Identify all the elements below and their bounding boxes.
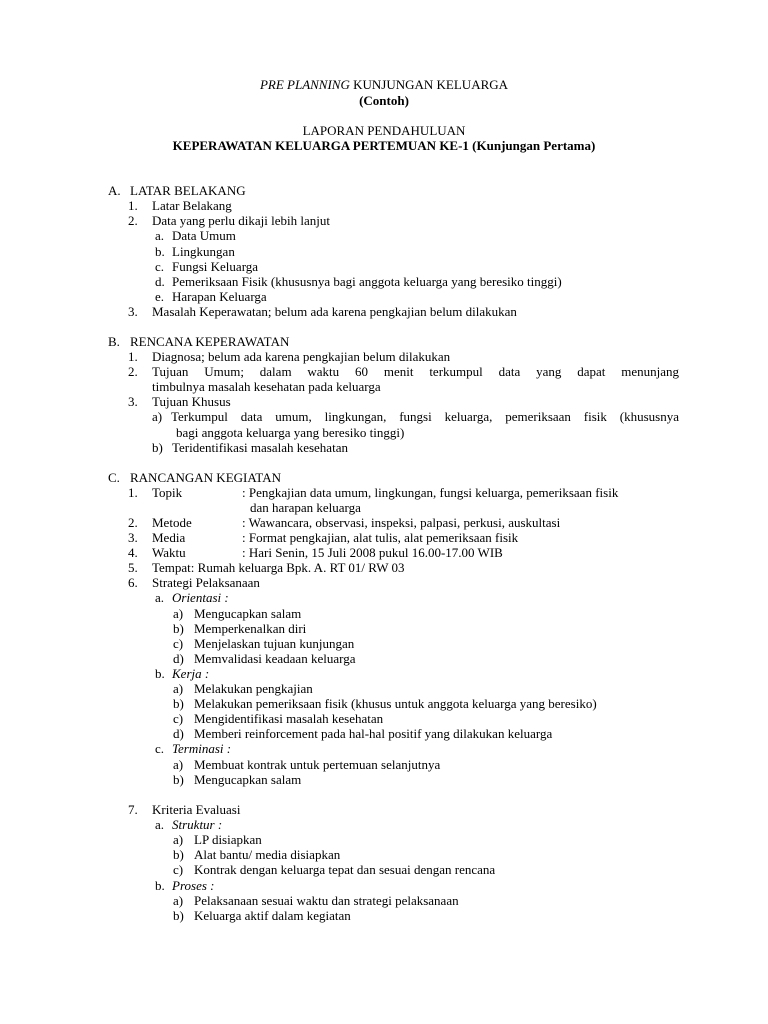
item-number: 1.	[128, 349, 138, 364]
sub-item-text: Lingkungan	[172, 244, 235, 259]
document-subtitle: (Contoh)	[359, 93, 409, 108]
item-number: 7.	[128, 802, 138, 817]
item-number: 6.	[128, 575, 138, 590]
sub-sub-label: b)	[173, 696, 184, 711]
sub-item-text: Teridentifikasi masalah kesehatan	[172, 440, 348, 455]
section-title: LATAR BELAKANG	[130, 183, 246, 198]
kv-key: Media	[152, 530, 186, 545]
item-number: 1.	[128, 485, 138, 500]
item-number: 3.	[128, 530, 138, 545]
sub-item-label: b.	[155, 878, 165, 893]
sub-sub-text: Pelaksanaan sesuai waktu dan strategi pelaksanaan	[194, 893, 459, 908]
sub-sub-label: d)	[173, 651, 184, 666]
sub-sub-text: Melakukan pemeriksaan fisik (khusus untuk anggota keluarga yang beresiko)	[194, 696, 597, 711]
sub-item-text: Fungsi Keluarga	[172, 259, 259, 274]
sub-item-label: c.	[155, 741, 165, 756]
sub-sub-label: b)	[173, 847, 184, 862]
item-number: 2.	[128, 364, 138, 379]
sub-sub-label: a)	[173, 893, 184, 908]
item-text: Latar Belakang	[152, 198, 232, 213]
sub-item-label: b)	[152, 440, 163, 455]
item-text: Data yang perlu dikaji lebih lanjut	[152, 213, 330, 228]
item-number: 5.	[128, 560, 138, 575]
sub-heading-text: Orientasi :	[172, 590, 229, 605]
sub-sub-label: c)	[173, 636, 184, 651]
sub-sub-text: Keluarga aktif dalam kegiatan	[194, 908, 351, 923]
sub-sub-label: a)	[173, 757, 184, 772]
sub-sub-label: b)	[173, 621, 184, 636]
kv-value: : Hari Senin, 15 Juli 2008 pukul 16.00-17.00 WIB	[242, 545, 503, 560]
sub-sub-text: Memberi reinforcement pada hal-hal positif yang dilakukan keluarga	[194, 726, 553, 741]
sub-sub-text: Alat bantu/ media disiapkan	[194, 847, 341, 862]
sub-sub-label: c)	[173, 711, 184, 726]
kv-value: : Pengkajian data umum, lingkungan, fungsi keluarga, pemeriksaan fisik	[242, 485, 619, 500]
sub-sub-text: Melakukan pengkajian	[194, 681, 313, 696]
item-text: Tujuan Khusus	[152, 394, 231, 409]
sub-item-label: e.	[155, 289, 165, 304]
sub-sub-text: Memperkenalkan diri	[194, 621, 307, 636]
kv-key: Metode	[152, 515, 192, 530]
sub-item-label: a.	[155, 590, 165, 605]
title-rest: KUNJUNGAN KELUARGA	[349, 77, 509, 92]
kv-value: : Wawancara, observasi, inspeksi, palpasi, perkusi, auskultasi	[242, 515, 561, 530]
sub-item-text: bagi anggota keluarga yang beresiko tinggi)	[176, 425, 405, 440]
sub-sub-label: a)	[173, 681, 184, 696]
sub-sub-text: Mengucapkan salam	[194, 772, 302, 787]
sub-item-label: c.	[155, 259, 165, 274]
sub-sub-text: LP disiapkan	[194, 832, 262, 847]
item-text: Tujuan Umum; dalam waktu 60 menit terkumpul data yang dapat menunjang	[152, 364, 679, 379]
report-heading-line2: KEPERAWATAN KELUARGA PERTEMUAN KE-1 (Kunjungan Pertama)	[172, 138, 596, 153]
item-text: Kriteria Evaluasi	[152, 802, 241, 817]
sub-sub-text: Menjelaskan tujuan kunjungan	[194, 636, 355, 651]
sub-item-text: Pemeriksaan Fisik (khususnya bagi anggota keluarga yang beresiko tinggi)	[172, 274, 562, 289]
sub-sub-text: Mengucapkan salam	[194, 606, 302, 621]
sub-heading-text: Struktur :	[172, 817, 223, 832]
item-text: Tempat: Rumah keluarga Bpk. A. RT 01/ RW 03	[152, 560, 405, 575]
sub-item-label: b.	[155, 666, 165, 681]
sub-sub-text: Mengidentifikasi masalah kesehatan	[194, 711, 384, 726]
item-number: 3.	[128, 304, 138, 319]
document-title	[0, 77, 768, 92]
report-heading-line1: LAPORAN PENDAHULUAN	[302, 123, 466, 138]
kv-key: Topik	[152, 485, 183, 500]
sub-item-label: a)	[152, 409, 163, 424]
item-number: 4.	[128, 545, 138, 560]
section-title: RENCANA KEPERAWATAN	[130, 334, 290, 349]
section-letter: C.	[108, 470, 120, 485]
sub-item-label: a.	[155, 228, 165, 243]
item-number: 3.	[128, 394, 138, 409]
item-text: Diagnosa; belum ada karena pengkajian belum dilakukan	[152, 349, 451, 364]
item-number: 1.	[128, 198, 138, 213]
sub-sub-label: b)	[173, 908, 184, 923]
sub-heading-text: Terminasi :	[172, 741, 232, 756]
sub-sub-label: c)	[173, 862, 184, 877]
kv-value: dan harapan keluarga	[250, 500, 361, 515]
sub-item-label: a.	[155, 817, 165, 832]
sub-sub-label: b)	[173, 772, 184, 787]
sub-sub-label: d)	[173, 726, 184, 741]
sub-item-text: Data Umum	[172, 228, 236, 243]
sub-heading-text: Kerja :	[172, 666, 210, 681]
kv-key: Waktu	[152, 545, 186, 560]
sub-item-label: d.	[155, 274, 165, 289]
sub-sub-text: Membuat kontrak untuk pertemuan selanjutnya	[194, 757, 441, 772]
sub-item-text: Harapan Keluarga	[172, 289, 267, 304]
section-letter: A.	[108, 183, 121, 198]
section-letter: B.	[108, 334, 120, 349]
item-number: 2.	[128, 213, 138, 228]
sub-heading-text: Proses :	[172, 878, 215, 893]
sub-sub-label: a)	[173, 606, 184, 621]
item-text: Masalah Keperawatan; belum ada karena pengkajian belum dilakukan	[152, 304, 517, 319]
sub-sub-label: a)	[173, 832, 184, 847]
sub-item-label: b.	[155, 244, 165, 259]
sub-sub-text: Memvalidasi keadaan keluarga	[194, 651, 356, 666]
sub-item-text: Terkumpul data umum, lingkungan, fungsi keluarga, pemeriksaan fisik (khususnya	[171, 409, 679, 424]
kv-value: : Format pengkajian, alat tulis, alat pemeriksaan fisik	[242, 530, 519, 545]
item-text: timbulnya masalah kesehatan pada keluarga	[152, 379, 381, 394]
item-number: 2.	[128, 515, 138, 530]
item-text: Strategi Pelaksanaan	[152, 575, 260, 590]
title-italic-part: PRE PLANNING	[259, 77, 350, 92]
sub-sub-text: Kontrak dengan keluarga tepat dan sesuai dengan rencana	[194, 862, 496, 877]
section-title: RANCANGAN KEGIATAN	[130, 470, 281, 485]
